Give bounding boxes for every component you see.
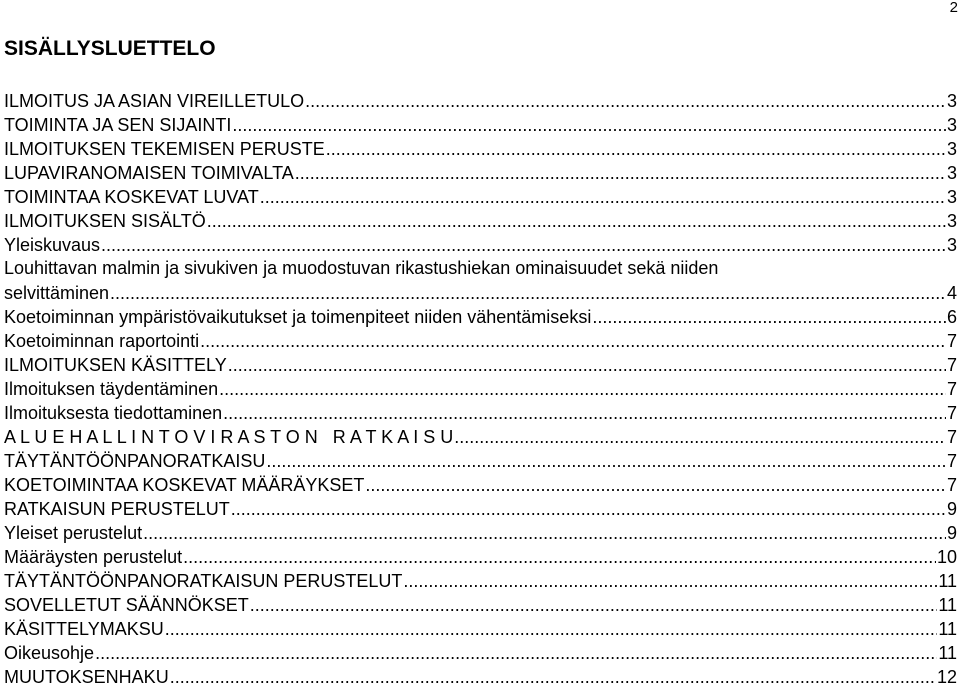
toc-leader bbox=[110, 282, 946, 304]
toc-leader bbox=[207, 210, 946, 232]
toc-entry-page: 9 bbox=[946, 523, 957, 543]
toc-leader bbox=[228, 354, 946, 376]
toc-leader bbox=[232, 114, 946, 136]
toc-entry-label: RATKAISUN PERUSTELUT bbox=[4, 499, 230, 519]
toc-entry[interactable] bbox=[4, 616, 957, 640]
toc-entry-page: 7 bbox=[946, 427, 957, 447]
toc-entry-page: 3 bbox=[946, 211, 957, 231]
toc-entry-label: TÄYTÄNTÖÖNPANORATKAISUN PERUSTELUT bbox=[4, 571, 403, 591]
toc-entry[interactable] bbox=[4, 496, 957, 520]
toc-entry[interactable] bbox=[4, 400, 957, 424]
toc-leader bbox=[223, 402, 946, 424]
toc-leader bbox=[454, 426, 946, 448]
toc-entry-page: 11 bbox=[938, 595, 957, 615]
toc-entry-page: 7 bbox=[946, 475, 957, 495]
toc-entry-page: 7 bbox=[946, 451, 957, 471]
toc-leader bbox=[219, 378, 946, 400]
toc-entry[interactable] bbox=[4, 112, 957, 136]
toc-entry[interactable] bbox=[4, 136, 957, 160]
toc-entry-page: 4 bbox=[946, 283, 957, 303]
toc-leader bbox=[183, 546, 936, 568]
toc-entry-label: TÄYTÄNTÖÖNPANORATKAISU bbox=[4, 451, 266, 471]
toc-leader bbox=[200, 330, 946, 352]
page-number: 2 bbox=[949, 0, 958, 16]
toc-entry[interactable] bbox=[4, 352, 957, 376]
toc-entry[interactable] bbox=[4, 520, 957, 544]
toc-leader bbox=[143, 522, 946, 544]
toc-entry-page: 3 bbox=[946, 187, 957, 207]
toc-leader bbox=[95, 642, 937, 664]
toc-leader bbox=[305, 90, 946, 112]
toc-entry-page: 6 bbox=[946, 307, 957, 327]
toc-entry-label: MUUTOKSENHAKU bbox=[4, 667, 169, 687]
toc-entry-page: 11 bbox=[938, 619, 957, 639]
toc-entry[interactable] bbox=[4, 328, 957, 352]
toc-entry-page: 3 bbox=[946, 235, 957, 255]
toc-leader bbox=[326, 138, 946, 160]
toc-entry-label-line1: Louhittavan malmin ja sivukiven ja muodostuvan rikastushiekan ominaisuudet sekä niiden bbox=[4, 258, 719, 278]
toc-entry-label: Koetoiminnan ympäristövaikutukset ja toimenpiteet niiden vähentämiseksi bbox=[4, 307, 592, 327]
toc-entry-label: Koetoiminnan raportointi bbox=[4, 331, 200, 351]
toc-leader bbox=[403, 570, 937, 592]
toc-leader bbox=[170, 666, 936, 688]
toc-entry-page: 7 bbox=[946, 331, 957, 351]
toc-entry-label: TOIMINTA JA SEN SIJAINTI bbox=[4, 115, 232, 135]
toc-entry-page: 7 bbox=[946, 355, 957, 375]
toc-entry[interactable] bbox=[4, 472, 957, 496]
toc-leader bbox=[592, 306, 946, 328]
toc-entry-label: KOETOIMINTAA KOSKEVAT MÄÄRÄYKSET bbox=[4, 475, 365, 495]
toc-entry[interactable] bbox=[4, 592, 957, 616]
toc-entry-label: Määräysten perustelut bbox=[4, 547, 183, 567]
toc-entry-label: KÄSITTELYMAKSU bbox=[4, 619, 164, 639]
toc-entry-label: SOVELLETUT SÄÄNNÖKSET bbox=[4, 595, 249, 615]
toc-leader bbox=[295, 162, 946, 184]
toc-entry-page: 7 bbox=[946, 403, 957, 423]
toc-entry-label: LUPAVIRANOMAISEN TOIMIVALTA bbox=[4, 163, 294, 183]
toc-entry-label: selvittäminen bbox=[4, 283, 110, 303]
toc-entry-label: Ilmoituksen täydentäminen bbox=[4, 379, 219, 399]
toc-entry-label: ILMOITUKSEN TEKEMISEN PERUSTE bbox=[4, 139, 325, 159]
toc-entry[interactable] bbox=[4, 376, 957, 400]
toc-entry-page: 3 bbox=[946, 91, 957, 111]
toc-entry[interactable] bbox=[4, 232, 957, 256]
toc-entry[interactable] bbox=[4, 304, 957, 328]
toc-leader bbox=[365, 474, 946, 496]
toc-leader bbox=[250, 594, 938, 616]
toc-entry-page: 3 bbox=[946, 139, 957, 159]
toc-entry-label: ILMOITUKSEN SISÄLTÖ bbox=[4, 211, 206, 231]
toc-entry-label: A L U E H A L L I N T O V I R A S T O N R A T K A I S U bbox=[4, 427, 454, 447]
toc-entry[interactable] bbox=[4, 256, 957, 304]
toc-leader bbox=[231, 498, 946, 520]
toc-entry-page: 9 bbox=[946, 499, 957, 519]
toc-entry-label: Yleiset perustelut bbox=[4, 523, 143, 543]
toc-entry[interactable] bbox=[4, 544, 957, 568]
toc-entry[interactable] bbox=[4, 640, 957, 664]
toc-entry[interactable] bbox=[4, 424, 957, 448]
toc-entry-page: 11 bbox=[938, 571, 957, 591]
toc-entry[interactable] bbox=[4, 88, 957, 112]
toc-entry[interactable] bbox=[4, 664, 957, 688]
toc-entry-page: 11 bbox=[938, 643, 957, 663]
toc-entry-label: Oikeusohje bbox=[4, 643, 95, 663]
toc-list bbox=[4, 88, 957, 688]
toc-entry-page: 3 bbox=[946, 163, 957, 183]
toc-entry[interactable] bbox=[4, 208, 957, 232]
toc-entry-page: 10 bbox=[936, 547, 957, 567]
toc-leader bbox=[266, 450, 946, 472]
toc-entry-label: ILMOITUKSEN KÄSITTELY bbox=[4, 355, 227, 375]
toc-entry[interactable] bbox=[4, 448, 957, 472]
toc-entry-label: Yleiskuvaus bbox=[4, 235, 101, 255]
toc-entry-page: 3 bbox=[946, 115, 957, 135]
toc-entry-label: TOIMINTAA KOSKEVAT LUVAT bbox=[4, 187, 259, 207]
toc-entry-page: 12 bbox=[936, 667, 957, 687]
toc-entry[interactable] bbox=[4, 160, 957, 184]
toc-entry[interactable] bbox=[4, 568, 957, 592]
toc-leader bbox=[101, 234, 946, 256]
toc-entry-label: Ilmoituksesta tiedottaminen bbox=[4, 403, 223, 423]
toc-entry-page: 7 bbox=[946, 379, 957, 399]
toc-entry-label: ILMOITUS JA ASIAN VIREILLETULO bbox=[4, 91, 305, 111]
toc-leader bbox=[165, 618, 938, 640]
toc-title: SISÄLLYSLUETTELO bbox=[4, 37, 216, 60]
toc-entry[interactable] bbox=[4, 184, 957, 208]
toc-leader bbox=[260, 186, 946, 208]
